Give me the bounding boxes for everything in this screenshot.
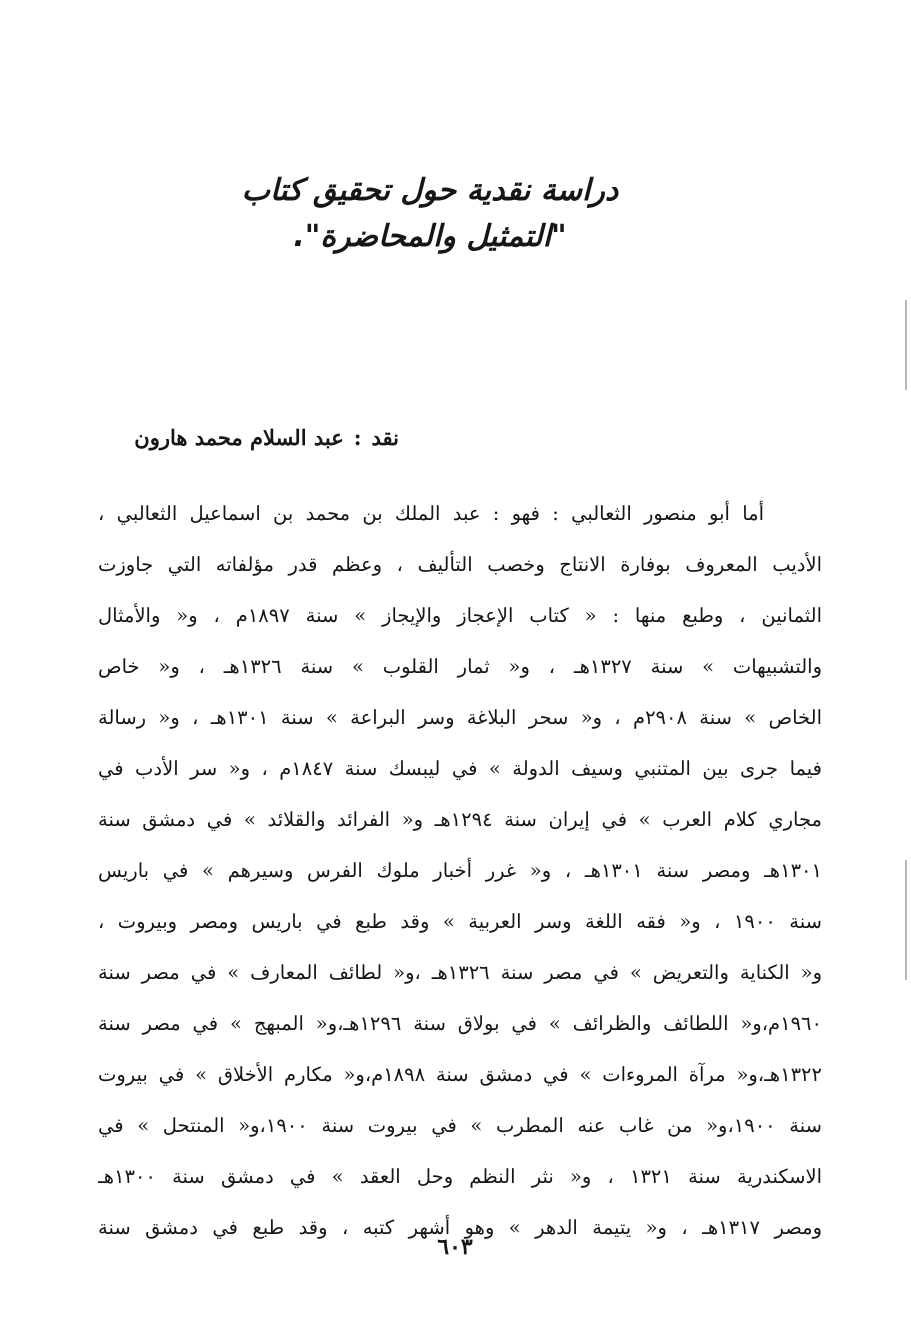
byline-separator: : xyxy=(353,425,362,450)
text-line: الخاص » سنة ٢٩٠٨م ، و« سحر البلاغة وسر البراعة » سنة ١٣٠١هـ ، و« رسالة xyxy=(98,706,822,729)
title-line-1: دراسة نقدية حول تحقيق كتاب xyxy=(241,173,619,208)
text-line: ١٣٠١هـ ومصر سنة ١٣٠١هـ ، و« غرر أخبار ملوك الفرس وسيرهم » في باريس xyxy=(98,859,822,882)
text-line: و« الكناية والتعريض » في مصر سنة ١٣٢٦هـ ،و« لطائف المعارف » في مصر سنة xyxy=(98,961,822,984)
scan-edge-mark xyxy=(905,860,907,980)
text-line: مجاري كلام العرب » في إيران سنة ١٢٩٤هـ و« الفرائد والقلائد » في دمشق سنة xyxy=(98,808,822,831)
author-label: نقد xyxy=(371,425,399,450)
text-line: سنة ١٩٠٠،و« من غاب عنه المطرب » في بيروت سنة ١٩٠٠،و« المنتحل » في xyxy=(98,1114,822,1137)
page-number: ٦٠٣ xyxy=(437,1234,473,1260)
title-line-2: "التمثيل والمحاضرة". xyxy=(293,219,567,254)
article-title xyxy=(180,168,680,260)
text-line: ١٩٦٠م،و« اللطائف والظرائف » في بولاق سنة ١٢٩٦هـ،و« المبهج » في مصر سنة xyxy=(98,1012,822,1035)
text-line: والتشبيهات » سنة ١٣٢٧هـ ، و« ثمار القلوب » سنة ١٣٢٦هـ ، و« خاص xyxy=(98,655,822,678)
text-line: أما أبو منصور الثعالبي : فهو : عبد الملك بن محمد بن اسماعيل الثعالبي ، xyxy=(98,502,764,525)
scan-edge-mark xyxy=(905,300,907,390)
text-line: الاسكندرية سنة ١٣٢١ ، و« نثر النظم وحل العقد » في دمشق سنة ١٣٠٠هـ xyxy=(98,1165,822,1188)
text-line: فيما جرى بين المتنبي وسيف الدولة » في ليبسك سنة ١٨٤٧م ، و« سر الأدب في xyxy=(98,757,822,780)
body-paragraph xyxy=(98,488,822,1253)
text-line: ومصر ١٣١٧هـ ، و« يتيمة الدهر » وهو أشهر كتبه ، وقد طبع في دمشق سنة xyxy=(98,1216,822,1239)
text-line: ١٣٢٢هـ،و« مرآة المروءات » في دمشق سنة ١٨٩٨م،و« مكارم الأخلاق » في بيروت xyxy=(98,1063,822,1086)
text-line: الأديب المعروف بوفارة الانتاج وخصب التأليف ، وعظم قدر مؤلفاته التي جاوزت xyxy=(98,553,822,576)
text-line: الثمانين ، وطبع منها : « كتاب الإعجاز والإيجاز » سنة ١٨٩٧م ، و« والأمثال xyxy=(98,604,822,627)
author-byline xyxy=(79,418,399,458)
text-line: سنة ١٩٠٠ ، و« فقه اللغة وسر العربية » وقد طبع في باريس ومصر وبيروت ، xyxy=(98,910,822,933)
author-name: عبد السلام محمد هارون xyxy=(134,425,344,450)
